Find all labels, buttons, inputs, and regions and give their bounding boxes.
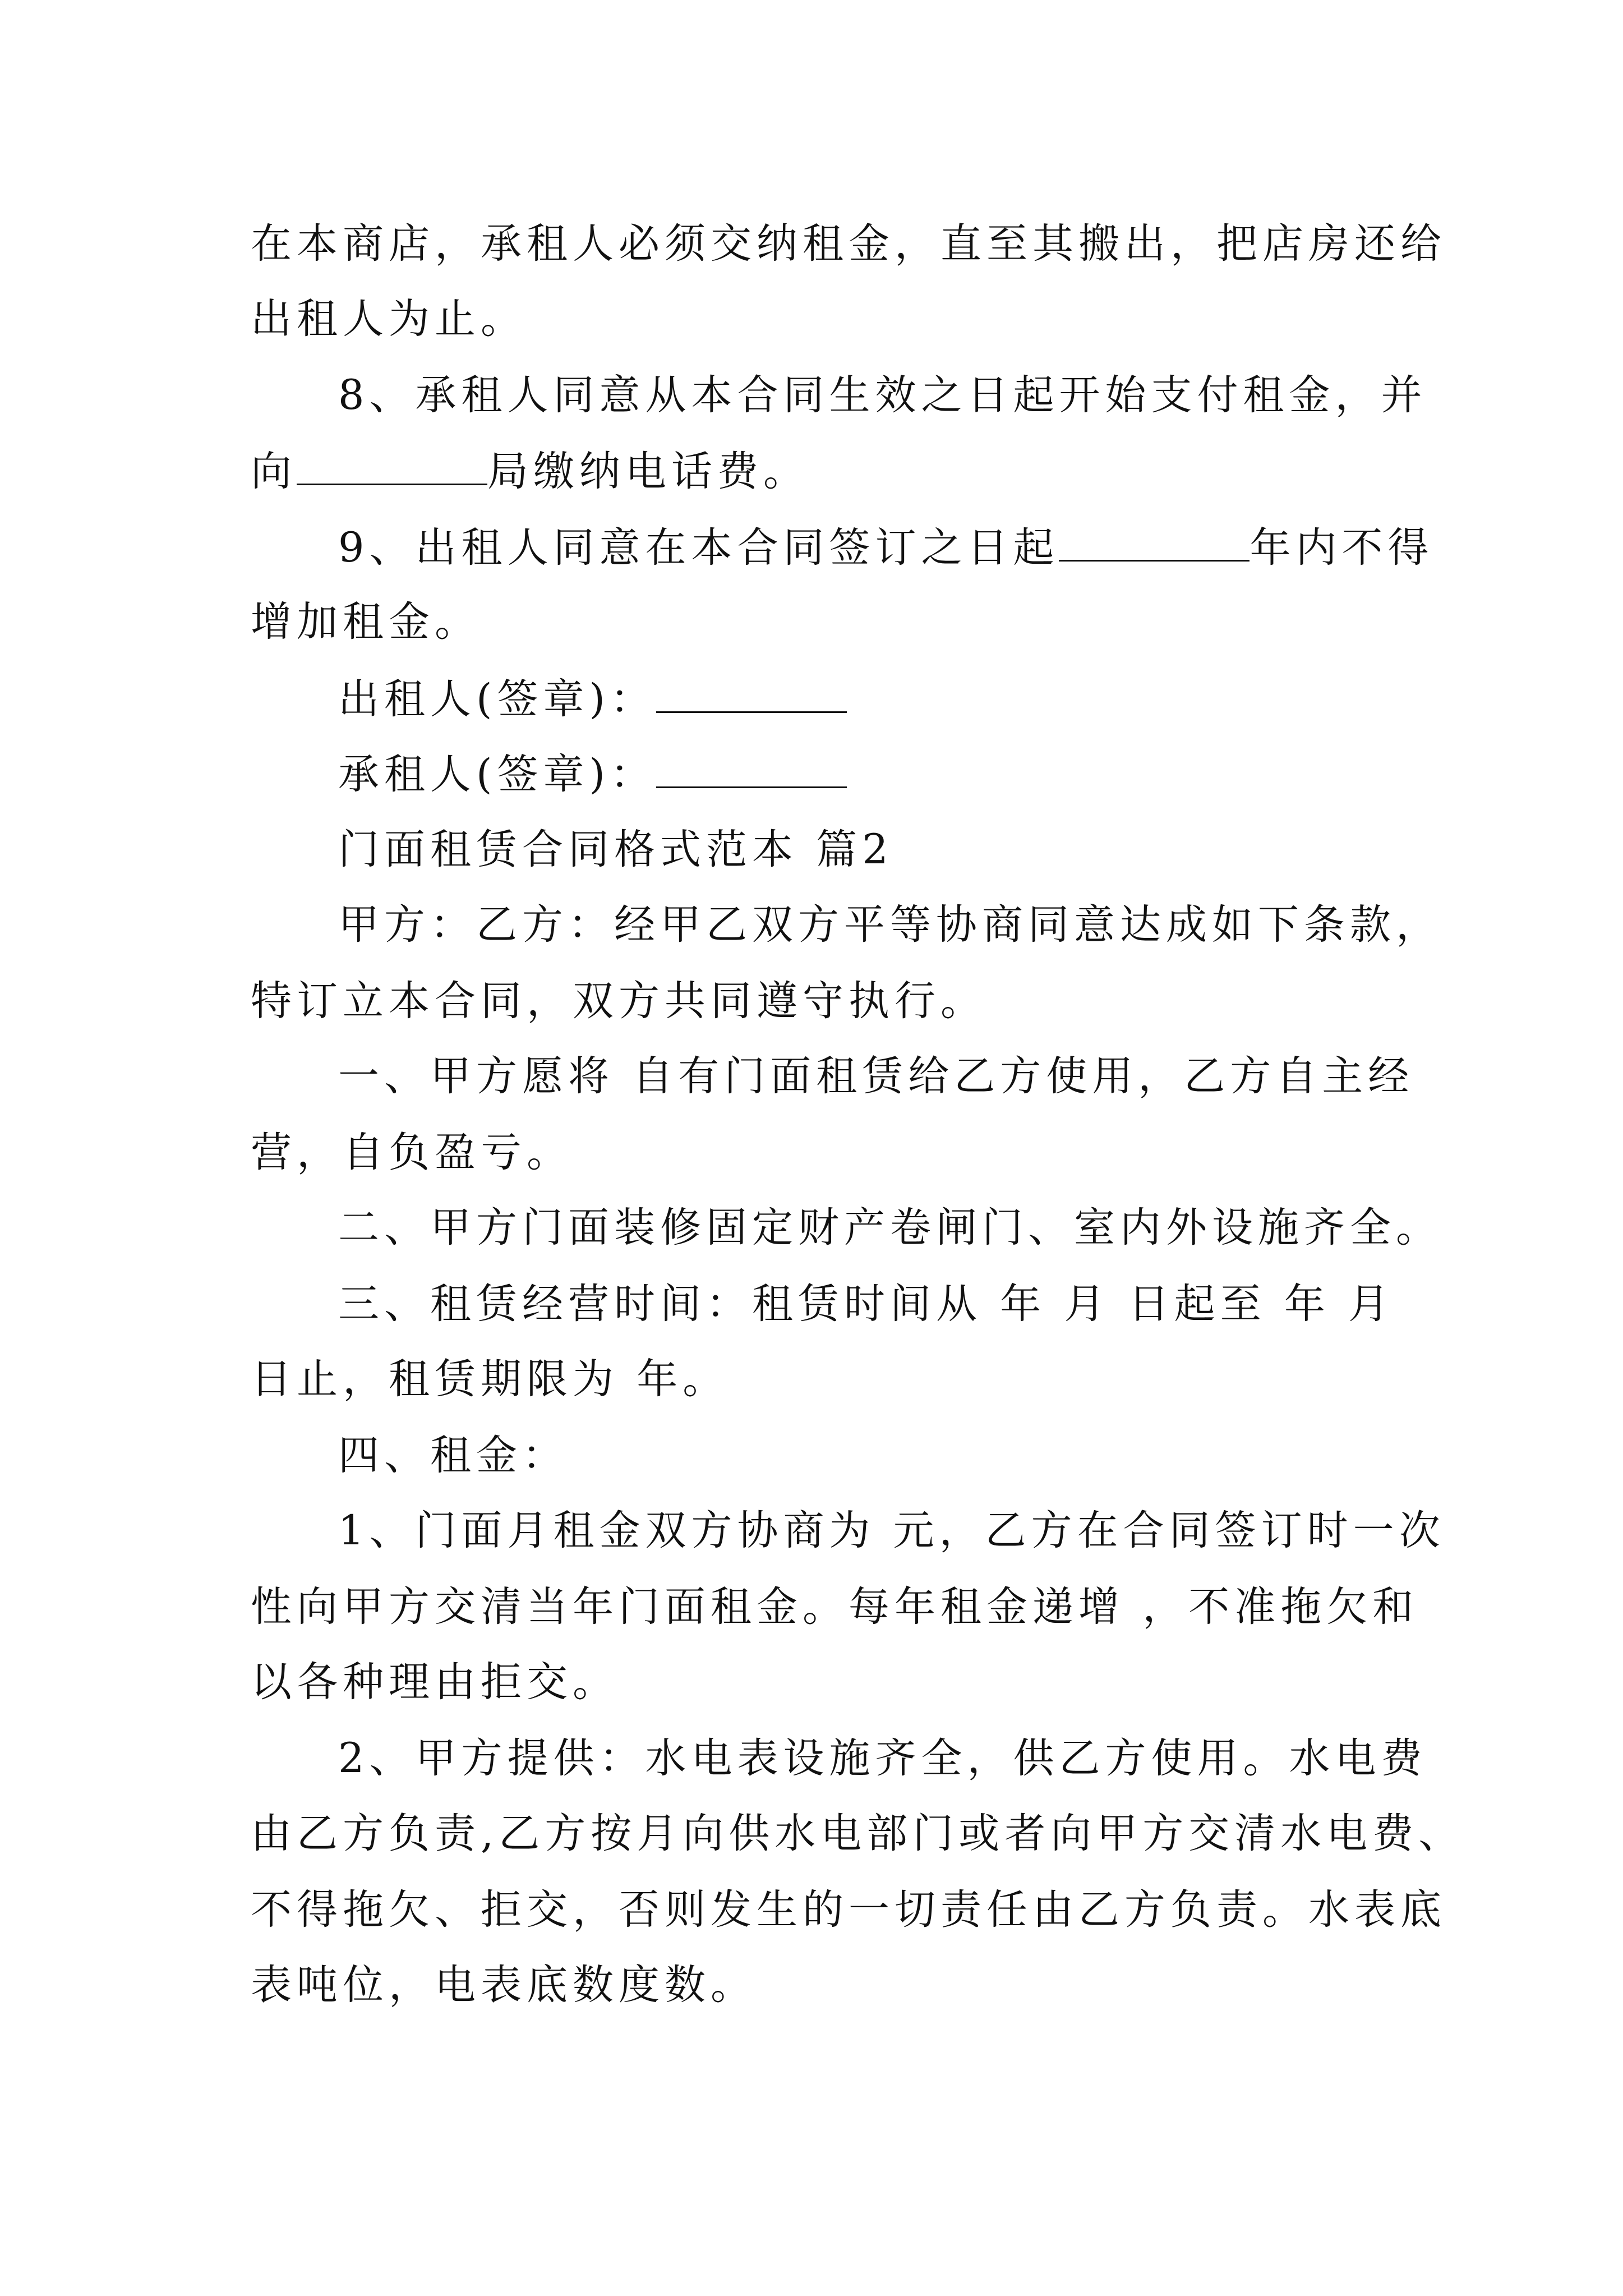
text-line: 在本商店，承租人必须交纳租金，直至其搬出，把店房还给 bbox=[251, 220, 1446, 268]
text-line: 出租人为止。 bbox=[251, 295, 527, 343]
clause-9-cont: 增加租金。 bbox=[251, 598, 481, 646]
clause-8: 8、承租人同意从本合同生效之日起开始支付租金，并 bbox=[338, 371, 1427, 419]
signature-lessor: 出租人(签章)： bbox=[338, 678, 847, 720]
clause-2: 二、甲方门面装修固定财产卷闸门、室内外设施齐全。 bbox=[338, 1204, 1442, 1251]
text-line: 特订立本合同，双方共同遵守执行。 bbox=[251, 977, 986, 1025]
section-heading: 门面租赁合同格式范本 篇2 bbox=[338, 826, 893, 873]
text-line: 营，自负盈亏。 bbox=[251, 1129, 573, 1176]
text-line: 性向甲方交清当年门面租金。每年租金递增 ，不准拖欠和 bbox=[251, 1583, 1419, 1631]
rent-item-2: 2、甲方提供：水电表设施齐全，供乙方使用。水电费 bbox=[338, 1734, 1427, 1782]
signature-blank bbox=[656, 753, 847, 788]
text-line: 日止，租赁期限为 年。 bbox=[251, 1355, 729, 1403]
text-line: 由乙方负责,乙方按月向供水电部门或者向甲方交清水电费、 bbox=[251, 1810, 1465, 1857]
signature-blank bbox=[656, 678, 847, 713]
text-line: 以各种理由拒交。 bbox=[251, 1658, 619, 1706]
clause-3: 三、租赁经营时间：租赁时间从 年 月 日起至 年 月 bbox=[338, 1280, 1395, 1328]
fill-blank bbox=[1059, 526, 1249, 562]
rent-item-1: 1、门面月租金双方协商为 元，乙方在合同签订时一次 bbox=[338, 1507, 1445, 1554]
fill-blank bbox=[297, 450, 487, 485]
clause-9: 9、出租人同意在本合同签订之日起 年内不得 bbox=[338, 524, 1434, 572]
clause-8-cont: 向 局缴纳电话费。 bbox=[251, 448, 809, 495]
text-line: 不得拖欠、拒交，否则发生的一切责任由乙方负责。水表底 bbox=[251, 1886, 1446, 1934]
text-line: 甲方：乙方：经甲乙双方平等协商同意达成如下条款， bbox=[338, 901, 1442, 949]
signature-lessee: 承租人(签章)： bbox=[338, 753, 847, 795]
clause-4: 四、租金： bbox=[338, 1432, 568, 1479]
clause-1: 一、甲方愿将 自有门面租赁给乙方使用，乙方自主经 bbox=[338, 1052, 1414, 1100]
text-line: 表吨位，电表底数度数。 bbox=[251, 1961, 757, 2009]
